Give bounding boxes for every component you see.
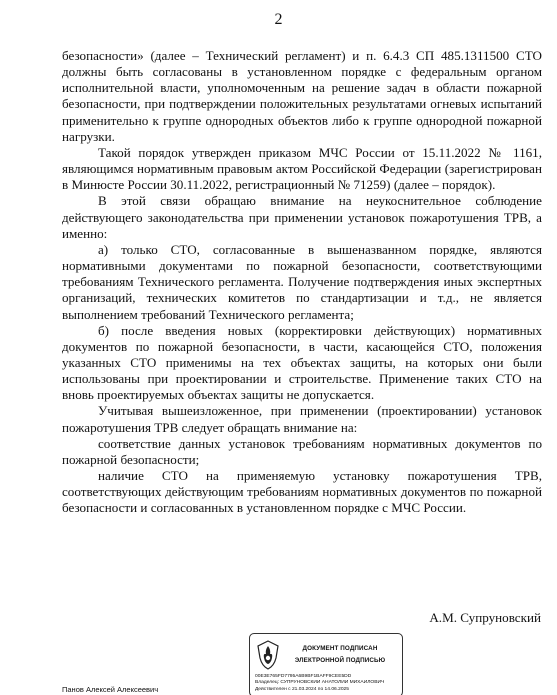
stamp-certificate: 00E3E765FD7795A6B9BF1BAFF9CEE5DD: [255, 674, 352, 679]
page-number: 2: [274, 11, 283, 28]
stamp-owner: Владелец: СУПРУНОВСКИЙ АНАТОЛИЙ МИХАЙЛОВИЧ: [255, 680, 385, 686]
signer-name: А.М. Супруновский: [429, 610, 541, 625]
stamp-details: [255, 674, 399, 693]
emercom-emblem-icon: [255, 639, 281, 671]
paragraph-compliance: соответствие данных установок требованиям нормативных документов по пожарной безопасности;: [62, 435, 542, 467]
performer-name: Панов Алексей Алексеевич: [62, 685, 159, 694]
electronic-signature-stamp: [249, 633, 403, 695]
letter-body: [62, 48, 542, 517]
paragraph-attention: В этой связи обращаю внимание на неукоснительное соблюдение действующего законодательства при применении установок пожаротушения ТРВ, а именно:: [62, 193, 542, 241]
paragraph-item-a: а) только СТО, согласованные в вышеназванном порядке, являются нормативными документами по пожарной безопасности, соответствующими требованиям Технического регламента. Получение подтверждения иных экспертных организаций, технических комитетов по стандартизации и т.д., не является выполнением требований Технического регламента;: [62, 241, 542, 322]
paragraph-considering: Учитывая вышеизложенное, при применении (проектировании) установок пожаротушения ТРВ следует обращать внимание на:: [62, 403, 542, 435]
stamp-title-line2: ЭЛЕКТРОННОЙ ПОДПИСЬЮ: [294, 657, 386, 664]
paragraph-continuation: безопасности» (далее – Технический регламент) и п. 6.4.3 СП 485.1311500 СТО должны быть согласованы в установленном порядке с федеральным органом исполнительной власти, уполномоченным на решение задач в области пожарной безопасности, при подтверждении положительных результатами огневых испытаний применительно к группе однородных объектов либо к группе однородной пожарной нагрузки.: [62, 48, 542, 144]
paragraph-item-b: б) после введения новых (корректировки действующих) нормативных документов по пожарной безопасности, в части, касающейся СТО, положения указанных СТО применимы на тех объектах защиты, на которых они были использованы при проектировании и строительстве. Применение таких СТО на вновь проектируемых объектах защиты не допускается.: [62, 322, 542, 403]
stamp-validity: Действителен с 21.03.2024 по 14.06.2025: [255, 686, 349, 692]
stamp-title: [280, 643, 400, 667]
stamp-title-line1: ДОКУМЕНТ ПОДПИСАН: [302, 645, 378, 652]
paragraph-sto-availability: наличие СТО на применяемую установку пожаротушения ТРВ, соответствующих действующим требованиям нормативных документов по пожарной безопасности и согласованных в установленном порядке с МЧС России.: [62, 468, 542, 516]
paragraph-order-reference: Такой порядок утвержден приказом МЧС России от 15.11.2022 № 1161, являющимся нормативным правовым актом Российской Федерации (зарегистрирован в Минюсте России 30.11.2022, регистрационный № 71259) (далее – порядок).: [62, 144, 542, 193]
